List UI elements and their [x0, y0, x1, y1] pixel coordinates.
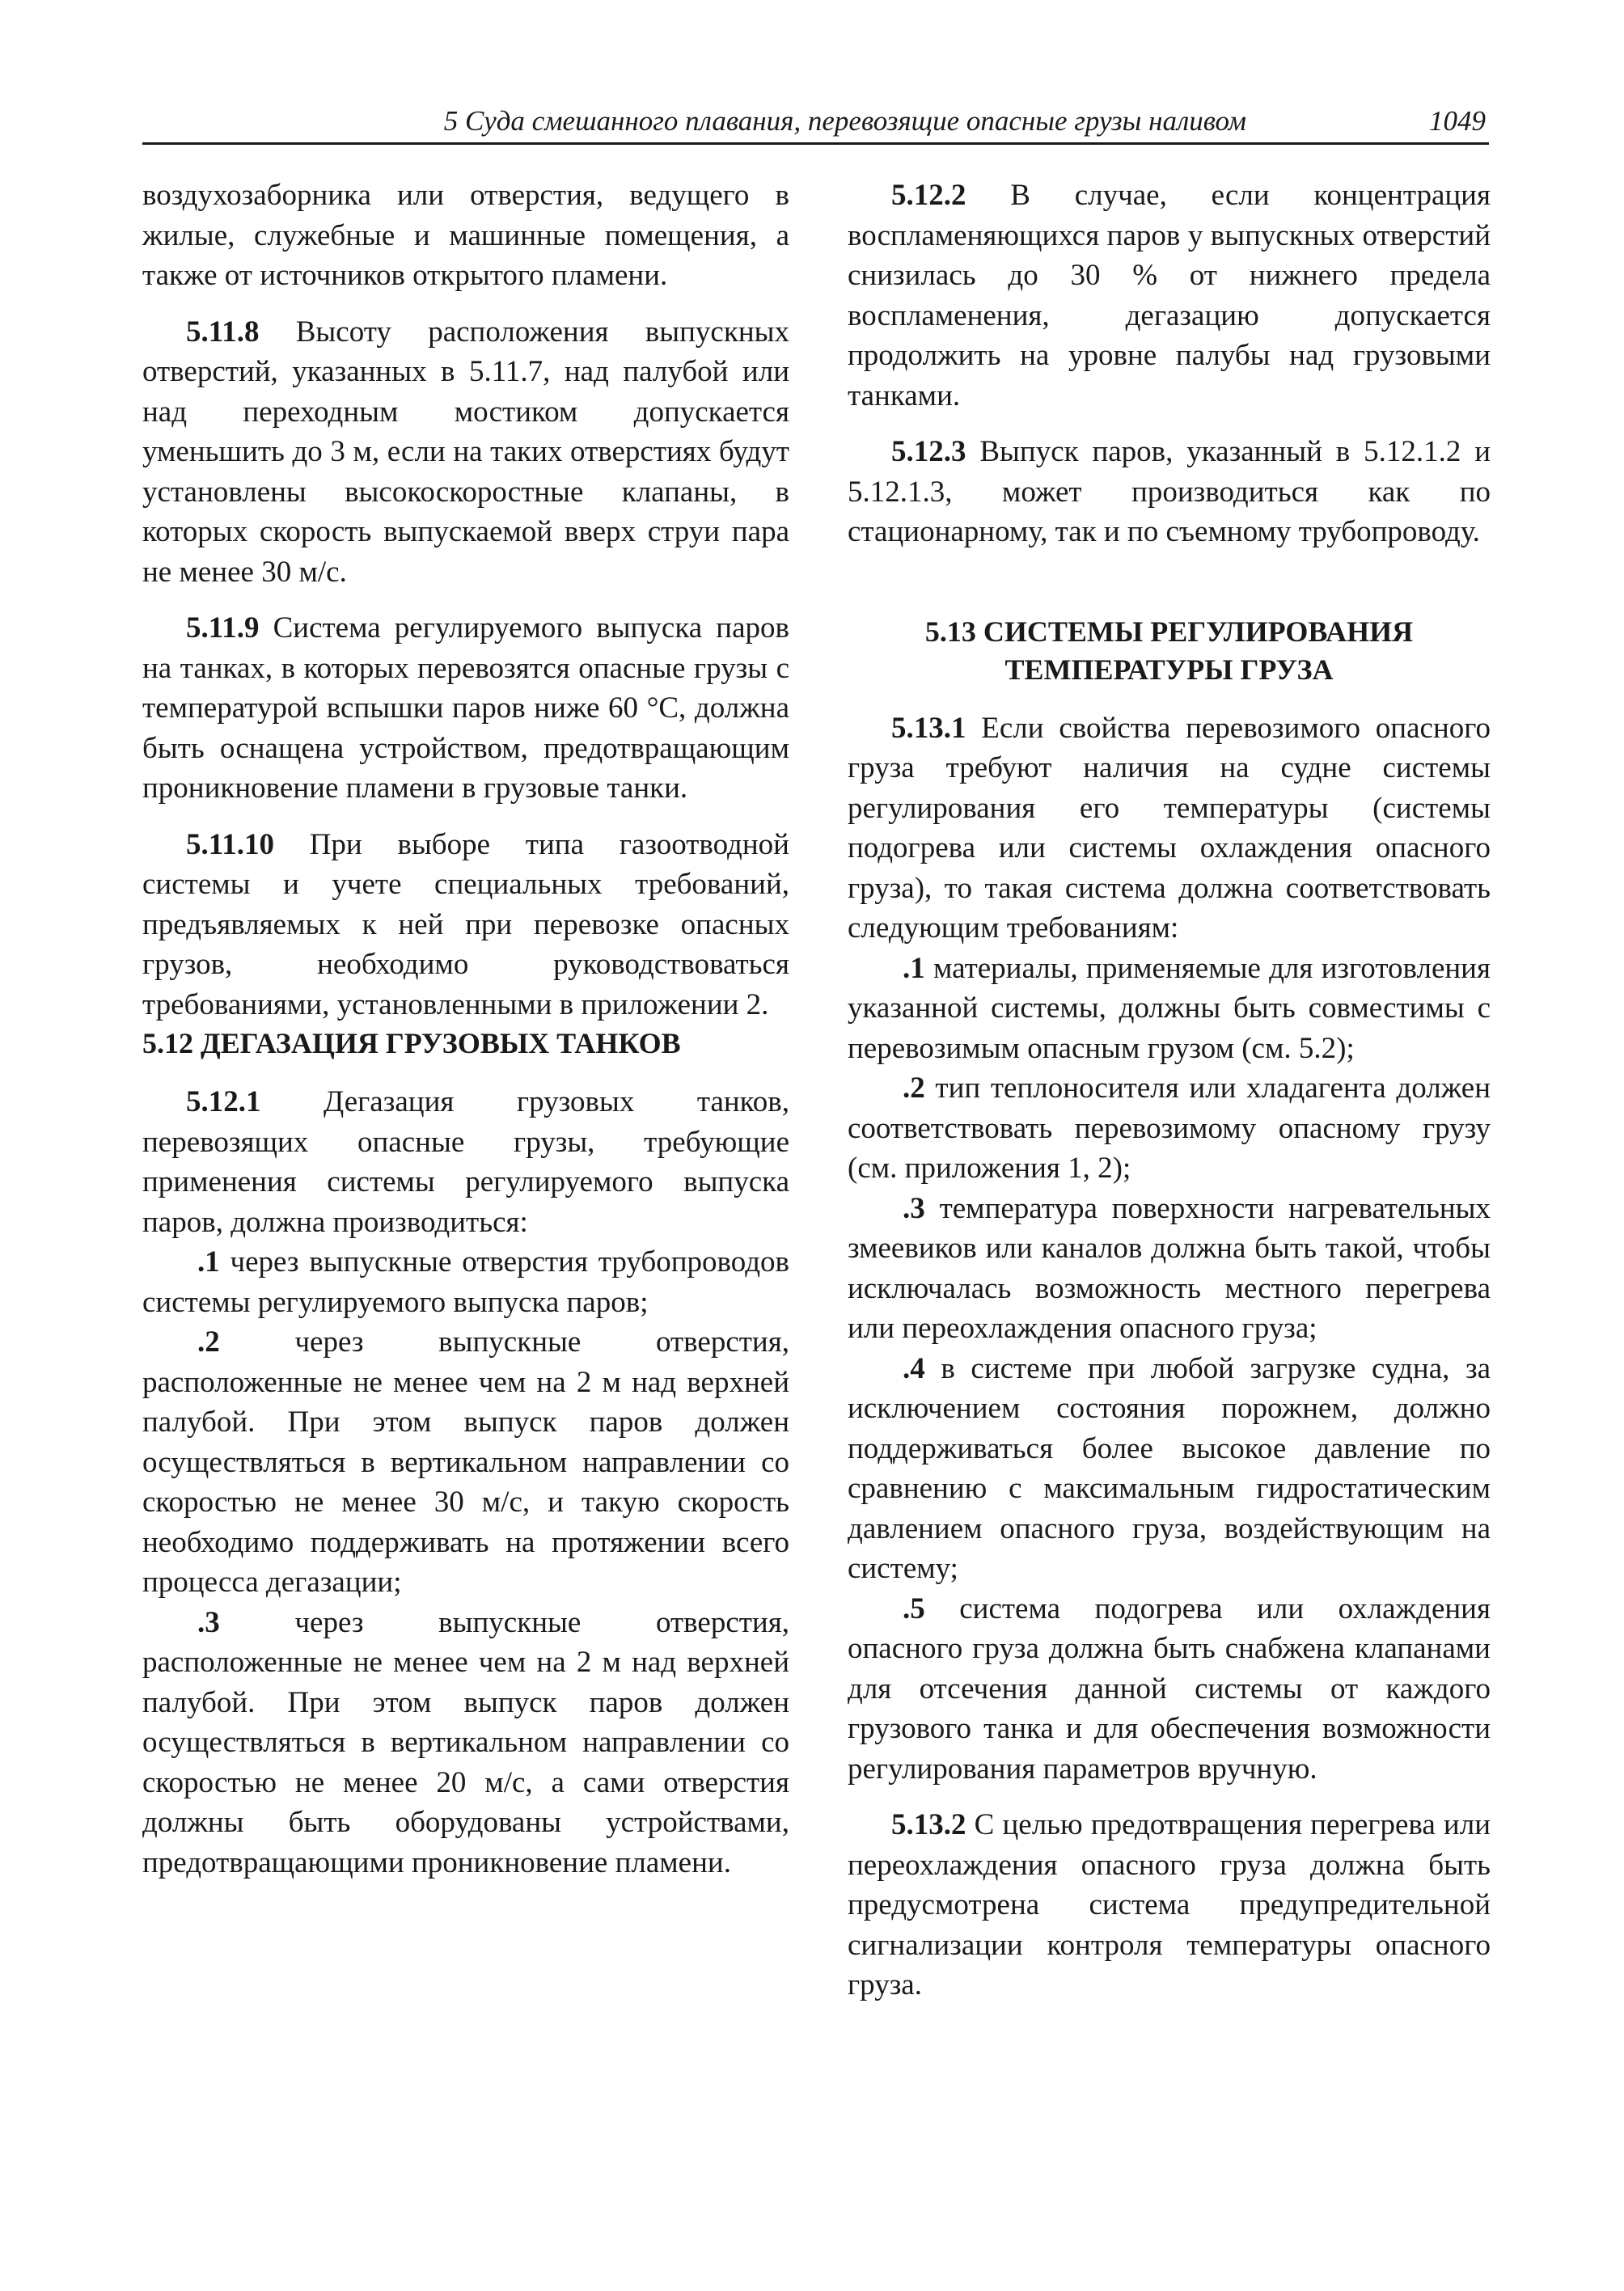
list-item-4: .4 в системе при любой загрузке судна, за исключением состояния порожнем, должно поддерживаться более высокое давление по сравнению с максимальным гидростатическим давлением опасного груза, воздействующим на систему; [848, 1351, 1491, 1585]
paragraph-continuation: воздухозаборника или отверстия, ведущего в жилые, служебные и машинные помещения, а также от источников открытого пламени. [142, 179, 789, 292]
paragraph-5-11-9: 5.11.9 Система регулируемого выпуска паров на танках, в которых перевозятся опасные грузы с температурой вспышки паров ниже 60 °С, должна быть оснащена устройством, предотвращающим проникновение пламени в грузовые танки. [142, 611, 789, 805]
paragraph-5-11-8: 5.11.8 Высоту расположения выпускных отверстий, указанных в 5.11.7, над палубой или над переходным мостиком допускается уменьшить до 3 м, если на таких отверстиях будут установлены высокоскоростные клапаны, в которых скорость выпускаемой вверх струи пара не менее 30 м/с. [142, 315, 789, 589]
paragraph-5-11-10: 5.11.10 При выборе типа газоотводной системы и учете специальных требований, предъявляемых к ней при перевозке опасных грузов, необходимо руководствоваться требованиями, установленными в приложении 2. [142, 827, 789, 1021]
paragraph-5-12-1: 5.12.1 Дегазация грузовых танков, перевозящих опасные грузы, требующие применения системы регулируемого выпуска паров, должна производиться: [142, 1085, 789, 1239]
running-title: 5 Суда смешанного плавания, перевозящие опасные грузы наливом [443, 105, 1246, 137]
page-number: 1049 [1429, 105, 1486, 137]
section-heading-5-13 [848, 613, 1491, 689]
heading-line-2: ТЕМПЕРАТУРЫ ГРУЗА [1004, 653, 1334, 686]
list-item-2: .2 через выпускные отверстия, расположенные не менее чем на 2 м над верхней палубой. При этом выпуск паров должен осуществляться в вертикальном направлении со скоростью не менее 30 м/с, и такую скорость необходимо поддерживать на протяжении всего процесса дегазации; [142, 1325, 789, 1599]
list-item-3: .3 температура поверхности нагревательных змеевиков или каналов должна быть такой, чтобы исключалась возможность местного перегрева или переохлаждения опасного груза; [848, 1191, 1491, 1345]
paragraph-5-13-1: 5.13.1 Если свойства перевозимого опасного груза требуют наличия на судне системы регулирования его температуры (системы подогрева или системы охлаждения опасного груза), то такая система должна соответствовать следующим требованиям: [848, 711, 1491, 945]
list-item-1: .1 материалы, применяемые для изготовления указанной системы, должны быть совместимы с перевозимым опасным грузом (см. 5.2); [848, 951, 1491, 1065]
list-item-1: .1 через выпускные отверстия трубопроводов системы регулируемого выпуска паров; [142, 1245, 789, 1319]
paragraph-5-12-2: 5.12.2 В случае, если концентрация воспламеняющихся паров у выпускных отверстий снизилась до 30 % от нижнего предела воспламенения, дегазацию допускается продолжить на уровне палубы над грузовыми танками. [848, 179, 1491, 412]
list-item-5: .5 система подогрева или охлаждения опасного груза должна быть снабжена клапанами для отсечения данной системы от каждого грузового танка и для обеспечения возможности регулирования параметров вручную. [848, 1591, 1491, 1786]
page-header [142, 102, 1489, 145]
paragraph-5-13-2: 5.13.2 С целью предотвращения перегрева или переохлаждения опасного груза должна быть предусмотрена система предупредительной сигнализации контроля температуры опасного груза. [848, 1808, 1491, 2001]
paragraph-5-12-3: 5.12.3 Выпуск паров, указанный в 5.12.1.2 и 5.12.1.3, может производиться как по стационарному, так и по съемному трубопроводу. [848, 435, 1491, 548]
section-heading-5-12: 5.12 ДЕГАЗАЦИЯ ГРУЗОВЫХ ТАНКОВ [142, 1027, 681, 1059]
list-item-2: .2 тип теплоносителя или хладагента должен соответствовать перевозимому опасному грузу (см. приложения 1, 2); [848, 1072, 1491, 1185]
right-column [848, 175, 1491, 2006]
heading-line-1: 5.13 СИСТЕМЫ РЕГУЛИРОВАНИЯ [924, 615, 1414, 648]
list-item-3: .3 через выпускные отверстия, расположенные не менее чем на 2 м над верхней палубой. При этом выпуск паров должен осуществляться в вертикальном направлении со скоростью не менее 20 м/с, а сами отверстия должны быть оборудованы устройствами, предотвращающими проникновение пламени. [142, 1605, 789, 1879]
left-column [142, 175, 789, 1883]
